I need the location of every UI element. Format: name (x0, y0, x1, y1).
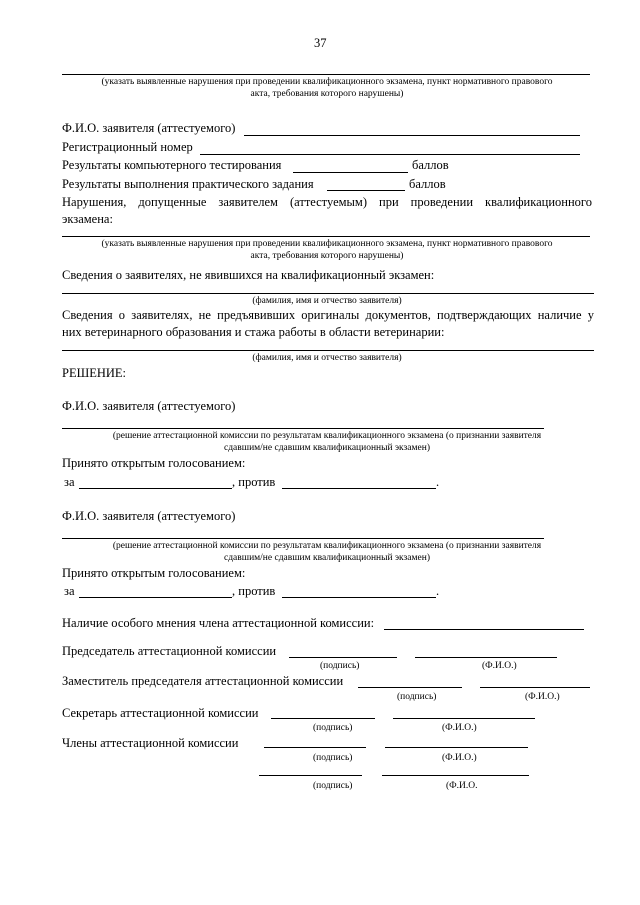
member1-sign-field[interactable] (264, 747, 366, 748)
no-docs-text-2: них ветеринарного образования и стажа работы в области ветеринарии: (62, 325, 445, 339)
secretary-fio-field[interactable] (393, 718, 535, 719)
decision1-end-dot: . (436, 475, 440, 489)
practical-field[interactable] (327, 190, 405, 191)
secretary-sign-caption: (подпись) (313, 723, 353, 733)
deputy-fio-caption: (Ф.И.О.) (525, 692, 560, 702)
fio-label: Ф.И.О. заявителя (аттестуемого) (62, 121, 236, 135)
computer-test-label: Результаты компьютерного тестирования (62, 158, 282, 172)
secretary-sign-field[interactable] (271, 718, 375, 719)
violations-caption-top-1: (указать выявленные нарушения при проведении квалификационного экзамена, пункт нормативного правового (101, 77, 553, 87)
fio-field[interactable] (244, 135, 580, 136)
decision1-caption-2: сдавшим/не сдавшим квалификационный экзамен) (224, 443, 430, 453)
no-docs-caption: (фамилия, имя и отчество заявителя) (252, 353, 402, 363)
deputy-sign-field[interactable] (358, 687, 462, 688)
decision2-field[interactable] (62, 538, 544, 539)
decision1-against-field[interactable] (282, 488, 436, 489)
decision1-vote-label: Принято открытым голосованием: (62, 456, 246, 470)
page-number: 37 (314, 36, 327, 50)
chair-fio-field[interactable] (415, 657, 557, 658)
member2-fio-caption: (Ф.И.О. (446, 781, 478, 791)
absent-label: Сведения о заявителях, не явившихся на квалификационный экзамен: (62, 268, 435, 282)
decision1-field[interactable] (62, 428, 544, 429)
decision2-for-field[interactable] (79, 597, 232, 598)
practical-label: Результаты выполнения практического задания (62, 177, 314, 191)
absent-caption: (фамилия, имя и отчество заявителя) (252, 296, 402, 306)
computer-test-field[interactable] (293, 172, 408, 173)
decision2-for-label: за (64, 584, 75, 598)
decision2-fio-label: Ф.И.О. заявителя (аттестуемого) (62, 509, 236, 523)
computer-test-unit: баллов (412, 158, 449, 172)
deputy-sign-caption: (подпись) (397, 692, 437, 702)
secretary-fio-caption: (Ф.И.О.) (442, 723, 477, 733)
reg-number-label: Регистрационный номер (62, 140, 193, 154)
members-label: Члены аттестационной комиссии (62, 736, 239, 750)
member2-sign-caption: (подпись) (313, 781, 353, 791)
secretary-label: Секретарь аттестационной комиссии (62, 706, 259, 720)
decision1-fio-label: Ф.И.О. заявителя (аттестуемого) (62, 399, 236, 413)
member2-fio-field[interactable] (382, 775, 529, 776)
no-docs-text-1: Сведения о заявителях, не предъявивших оригиналы документов, подтверждающих наличие у (62, 308, 594, 322)
decision2-caption-1: (решение аттестационной комиссии по результатам квалификационного экзамена (о признании заявителя (112, 541, 542, 551)
decision1-caption-1: (решение аттестационной комиссии по результатам квалификационного экзамена (о признании заявителя (112, 431, 542, 441)
chair-fio-caption: (Ф.И.О.) (482, 661, 517, 671)
dissent-label: Наличие особого мнения члена аттестационной комиссии: (62, 616, 375, 630)
dissent-field[interactable] (384, 629, 584, 630)
no-docs-field[interactable] (62, 350, 594, 351)
member1-fio-caption: (Ф.И.О.) (442, 753, 477, 763)
member2-sign-field[interactable] (259, 775, 362, 776)
chair-sign-caption: (подпись) (320, 661, 360, 671)
decision2-end-dot: . (436, 584, 440, 598)
deputy-label: Заместитель председателя аттестационной комиссии (62, 674, 344, 688)
chair-label: Председатель аттестационной комиссии (62, 644, 277, 658)
decision1-for-label: за (64, 475, 75, 489)
violations-field[interactable] (62, 236, 590, 237)
violations-line-top[interactable] (62, 74, 590, 75)
decision1-for-field[interactable] (79, 488, 232, 489)
decision2-caption-2: сдавшим/не сдавшим квалификационный экзамен) (224, 553, 430, 563)
violations-caption-top-2: акта, требования которого нарушены) (250, 89, 404, 99)
decision2-against-label: , против (232, 584, 276, 598)
practical-unit: баллов (409, 177, 446, 191)
violations-text-2: экзамена: (62, 212, 113, 226)
member1-sign-caption: (подпись) (313, 753, 353, 763)
decision-heading: РЕШЕНИЕ: (62, 366, 126, 380)
member1-fio-field[interactable] (385, 747, 528, 748)
violations-text-1: Нарушения, допущенные заявителем (аттестуемым) при проведении квалификационного (62, 195, 592, 209)
reg-number-field[interactable] (200, 154, 580, 155)
violations-caption-1: (указать выявленные нарушения при проведении квалификационного экзамена, пункт нормативного правового (101, 239, 553, 249)
chair-sign-field[interactable] (289, 657, 397, 658)
violations-caption-2: акта, требования которого нарушены) (250, 251, 404, 261)
deputy-fio-field[interactable] (480, 687, 590, 688)
absent-field[interactable] (62, 293, 594, 294)
decision2-vote-label: Принято открытым голосованием: (62, 566, 246, 580)
decision1-against-label: , против (232, 475, 276, 489)
decision2-against-field[interactable] (282, 597, 436, 598)
